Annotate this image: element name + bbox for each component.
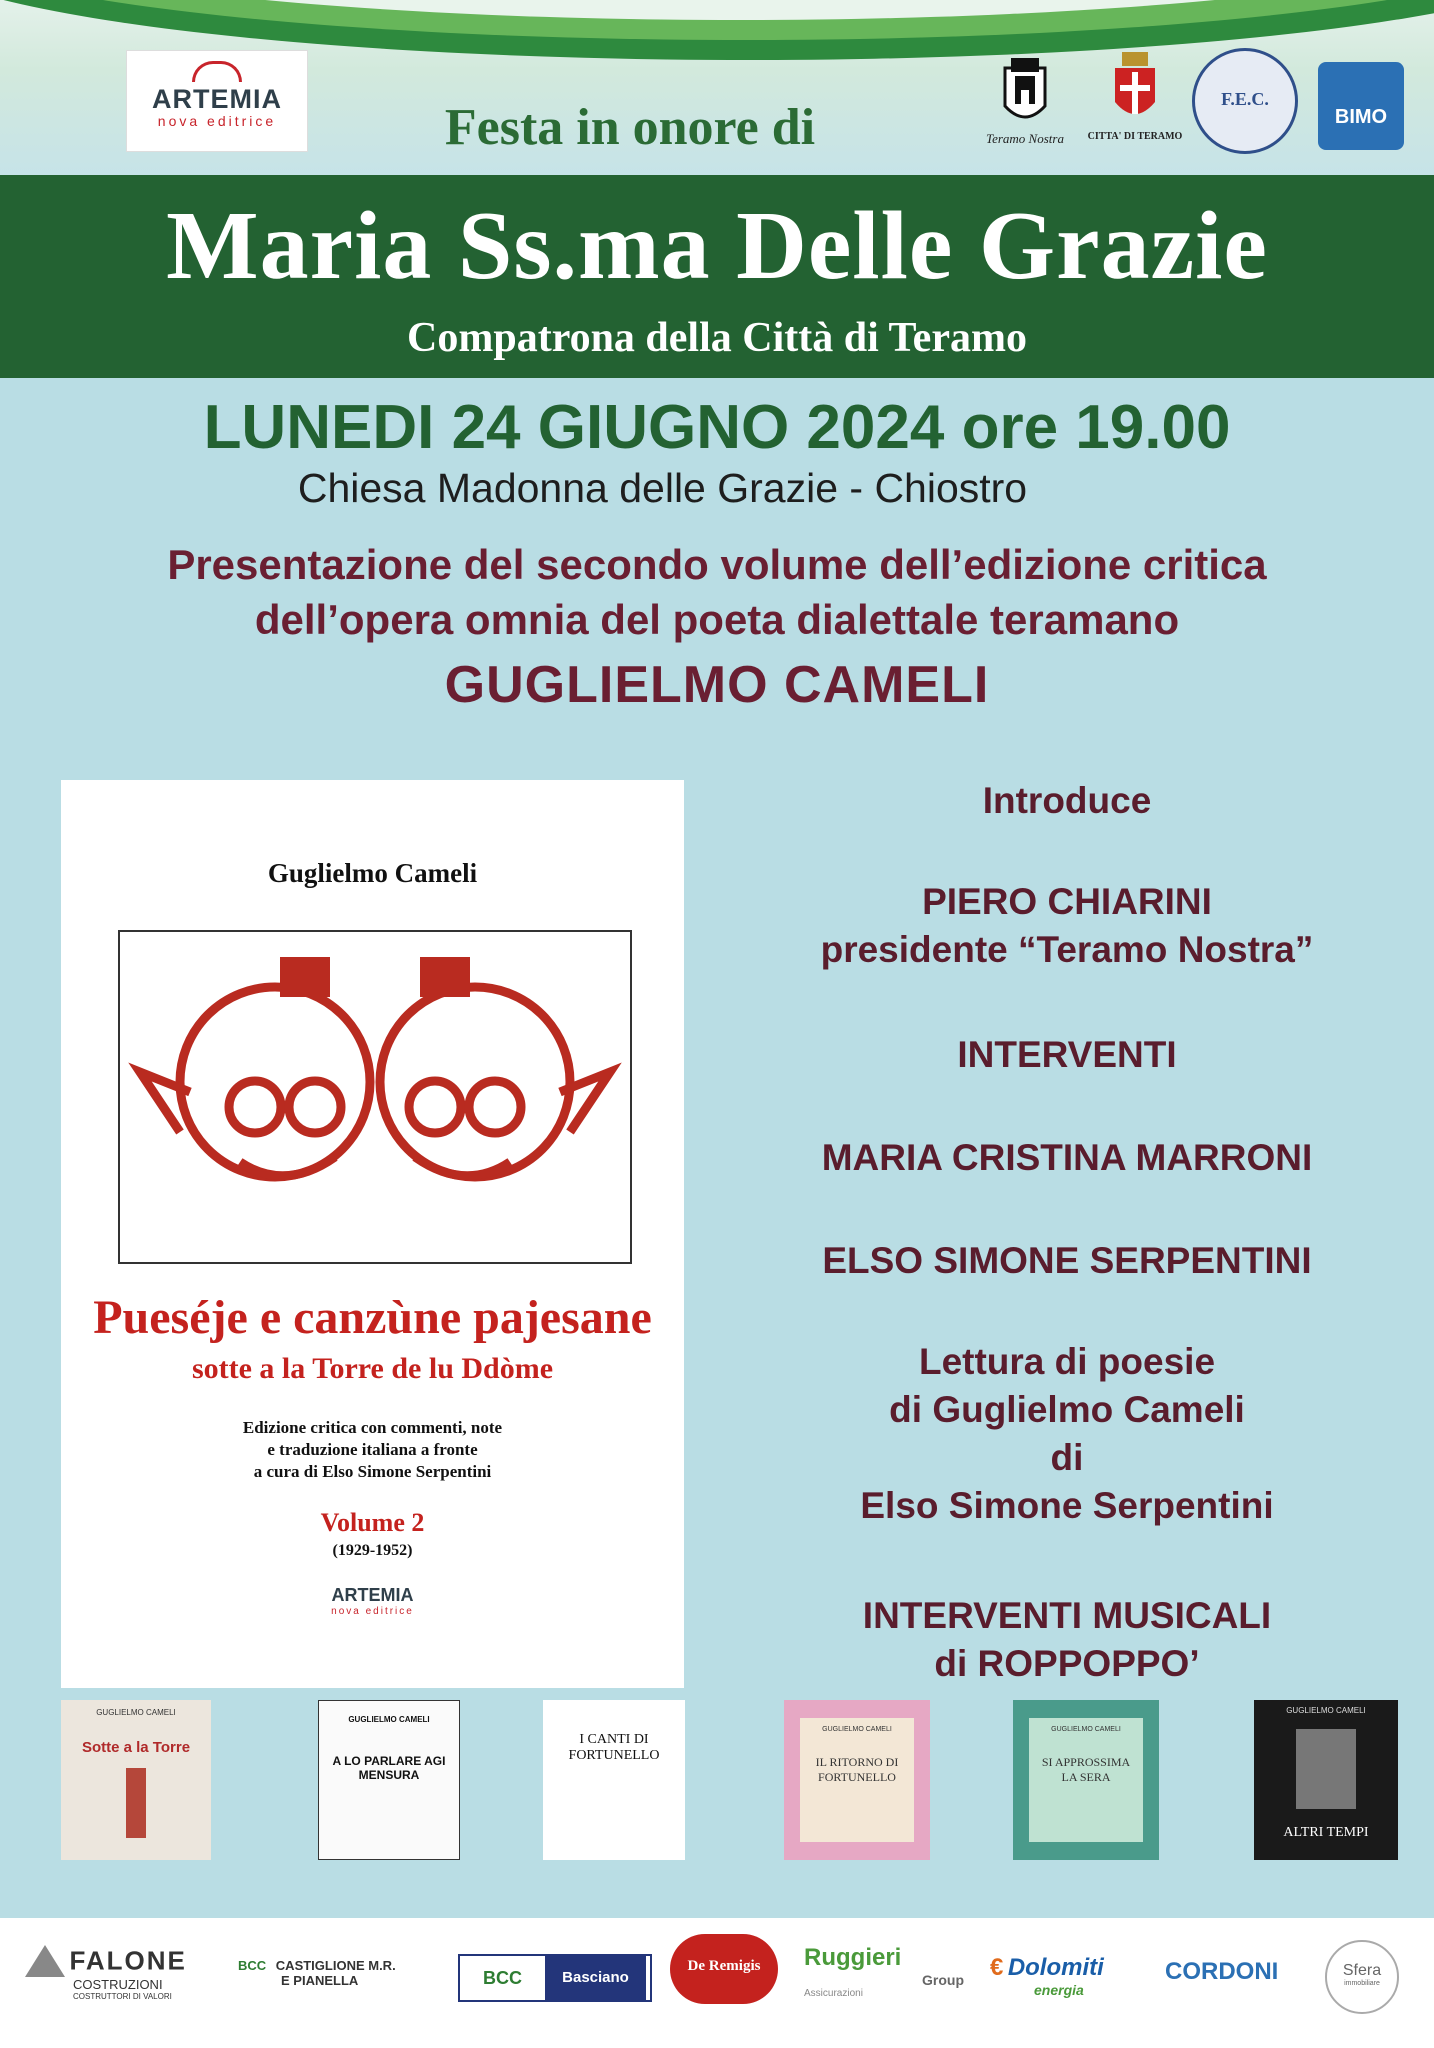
bcc-basciano-logo: BCC Basciano [458,1954,652,2002]
interventi-label: INTERVENTI [957,1034,1177,1075]
book-author: Guglielmo Cameli [267,858,478,888]
ruggieri-logo: Ruggieri Group Assicurazioni [804,1944,964,1999]
bcc-castiglione-logo: BCC CASTIGLIONE M.R. E PIANELLA [238,1958,396,1988]
bimo-logo: BIMO [1318,62,1404,150]
citta-teramo-logo: CITTA' DI TERAMO [1085,50,1185,142]
poet-name: GUGLIELMO CAMELI [444,656,990,714]
book-years: (1929-1952) [332,1542,413,1559]
thumbnail-altri-tempi: GUGLIELMO CAMELI ALTRI TEMPI [1254,1700,1398,1860]
event-date: LUNEDI 24 GIUGNO 2024 ore 19.00 [203,393,1231,462]
e-icon: € [990,1954,1004,1981]
festa-heading: Festa in onore di [444,99,816,156]
speaker-chiarini: PIERO CHIARINI presidente “Teramo Nostra” [820,881,1314,970]
speaker-marroni: MARIA CRISTINA MARRONI [821,1137,1313,1178]
subtitle: Compatrona della Città di Teramo [407,315,1027,361]
thumbnail-i-canti: I CANTI DI FORTUNELLO [543,1700,685,1860]
book-edition-notes: Edizione critica con commenti, note e traduzione italiana a fronte a cura di Elso Simone Serpentini [242,1418,503,1481]
introduce-label: Introduce [982,780,1152,821]
two-faces-icon [120,932,630,1262]
reading-section: Lettura di poesie di Guglielmo Cameli di Elso Simone Serpentini [860,1341,1274,1526]
thumbnail-si-approssima: GUGLIELMO CAMELI SI APPROSSIMA LA SERA [1013,1700,1159,1860]
sfera-logo: Sfera immobiliare [1325,1940,1399,2014]
fec-logo: F.E.C. [1192,48,1298,154]
book-subtitle: sotte a la Torre de lu Ddòme [191,1352,554,1385]
cordoni-logo: CORDONI [1165,1958,1279,1985]
teramo-nostra-logo: Teramo Nostra [975,50,1075,147]
event-place: Chiesa Madonna delle Grazie - Chiostro [297,465,1028,511]
artemia-logo: ARTEMIA nova editrice [126,50,308,152]
falone-logo: FALONE COSTRUZIONI COSTRUTTORI DI VALORI [25,1945,215,2001]
music-section: INTERVENTI MUSICALI di ROPPOPPO’ [862,1595,1272,1684]
thumbnail-sotte-a-la-torre: GUGLIELMO CAMELI Sotte a la Torre [61,1700,211,1860]
thumbnail-a-lo-parlare: GUGLIELMO CAMELI A LO PARLARE AGI MENSURA [318,1700,460,1860]
book-title: Pueséje e canzùne pajesane [93,1291,652,1344]
book-volume: Volume 2 [320,1508,425,1537]
book-icon [192,61,242,82]
city-crest-icon [1110,50,1160,128]
main-title: Maria Ss.ma Delle Grazie [166,192,1268,300]
presentation-text: Presentazione del secondo volume dell’edizione critica dell’opera omnia del poeta dialettale teramano [167,541,1267,643]
house-icon [25,1945,65,1977]
dolomiti-energia-logo: € Dolomiti energia [990,1954,1104,1998]
thumbnail-il-ritorno: GUGLIELMO CAMELI IL RITORNO DI FORTUNELLO [784,1700,930,1860]
speaker-serpentini: ELSO SIMONE SERPENTINI [822,1240,1312,1281]
book-cover [61,780,684,1688]
caricature-illustration [118,930,632,1264]
book-publisher-logo: ARTEMIA nova editrice [331,1585,414,1617]
tower-crest-icon [997,50,1053,128]
deremigis-logo: De Remigis [670,1934,778,2004]
